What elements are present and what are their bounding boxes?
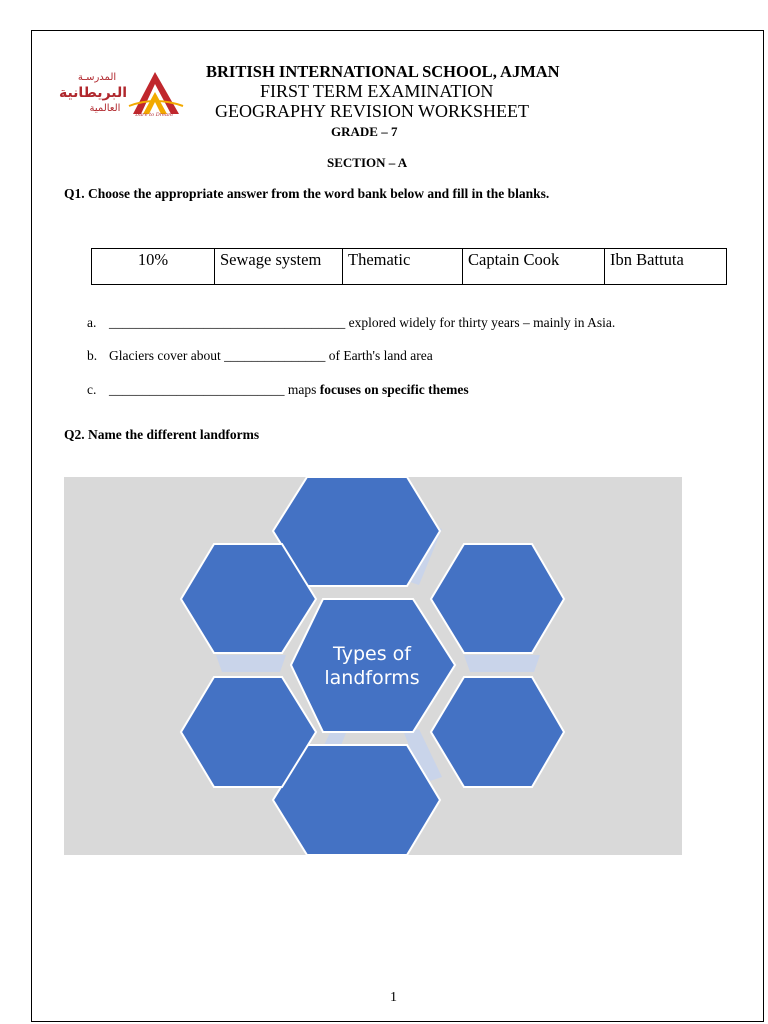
answer-blank[interactable]: ___________________________________ <box>109 315 346 330</box>
landforms-diagram <box>64 477 682 855</box>
word-bank-table <box>91 248 727 285</box>
svg-text:المدرسـة: المدرسـة <box>77 72 117 83</box>
page-number: 1 <box>390 990 397 1005</box>
word-bank-row <box>92 249 727 285</box>
svg-text:العالمية: العالمية <box>89 103 121 114</box>
word-bank-cell: 10% <box>92 249 215 285</box>
q1-prompt: Q1. Choose the appropriate answer from the word bank below and fill in the blanks. <box>64 186 550 201</box>
word-bank-cell: Captain Cook <box>463 249 605 285</box>
connector <box>216 655 286 672</box>
item-text: ___________________________________ explored widely for thirty years – mainly in Asia. <box>109 315 616 330</box>
answer-blank[interactable]: __________________________ <box>109 382 285 397</box>
item-marker: c. <box>87 382 97 397</box>
word-bank-cell: Thematic <box>343 249 463 285</box>
q2-prompt: Q2. Name the different landforms <box>64 427 260 442</box>
school-name: BRITISH INTERNATIONAL SCHOOL, AJMAN <box>206 62 560 81</box>
section-title: SECTION – A <box>327 155 408 170</box>
center-label-line1: Types of <box>333 643 411 665</box>
answer-blank[interactable]: _______________ <box>224 348 326 363</box>
item-text: Glaciers cover about _______________ of Earth's land area <box>109 348 433 363</box>
word-bank-cell: Sewage system <box>215 249 343 285</box>
word-bank-cell: Ibn Battuta <box>605 249 727 285</box>
item-marker: a. <box>87 315 97 330</box>
center-label-line2: landforms <box>324 667 420 689</box>
svg-text:البريطانية: البريطانية <box>58 85 128 101</box>
item-marker: b. <box>87 348 98 363</box>
grade-label: GRADE – 7 <box>331 124 398 139</box>
item-text: __________________________ maps focuses on specific themes <box>109 382 469 397</box>
connector <box>464 655 540 672</box>
worksheet-title: GEOGRAPHY REVISION WORKSHEET <box>215 101 529 121</box>
exam-name: FIRST TERM EXAMINATION <box>260 81 494 101</box>
school-logo <box>55 66 185 118</box>
svg-text:Dare to Dream: Dare to Dream <box>135 112 173 118</box>
